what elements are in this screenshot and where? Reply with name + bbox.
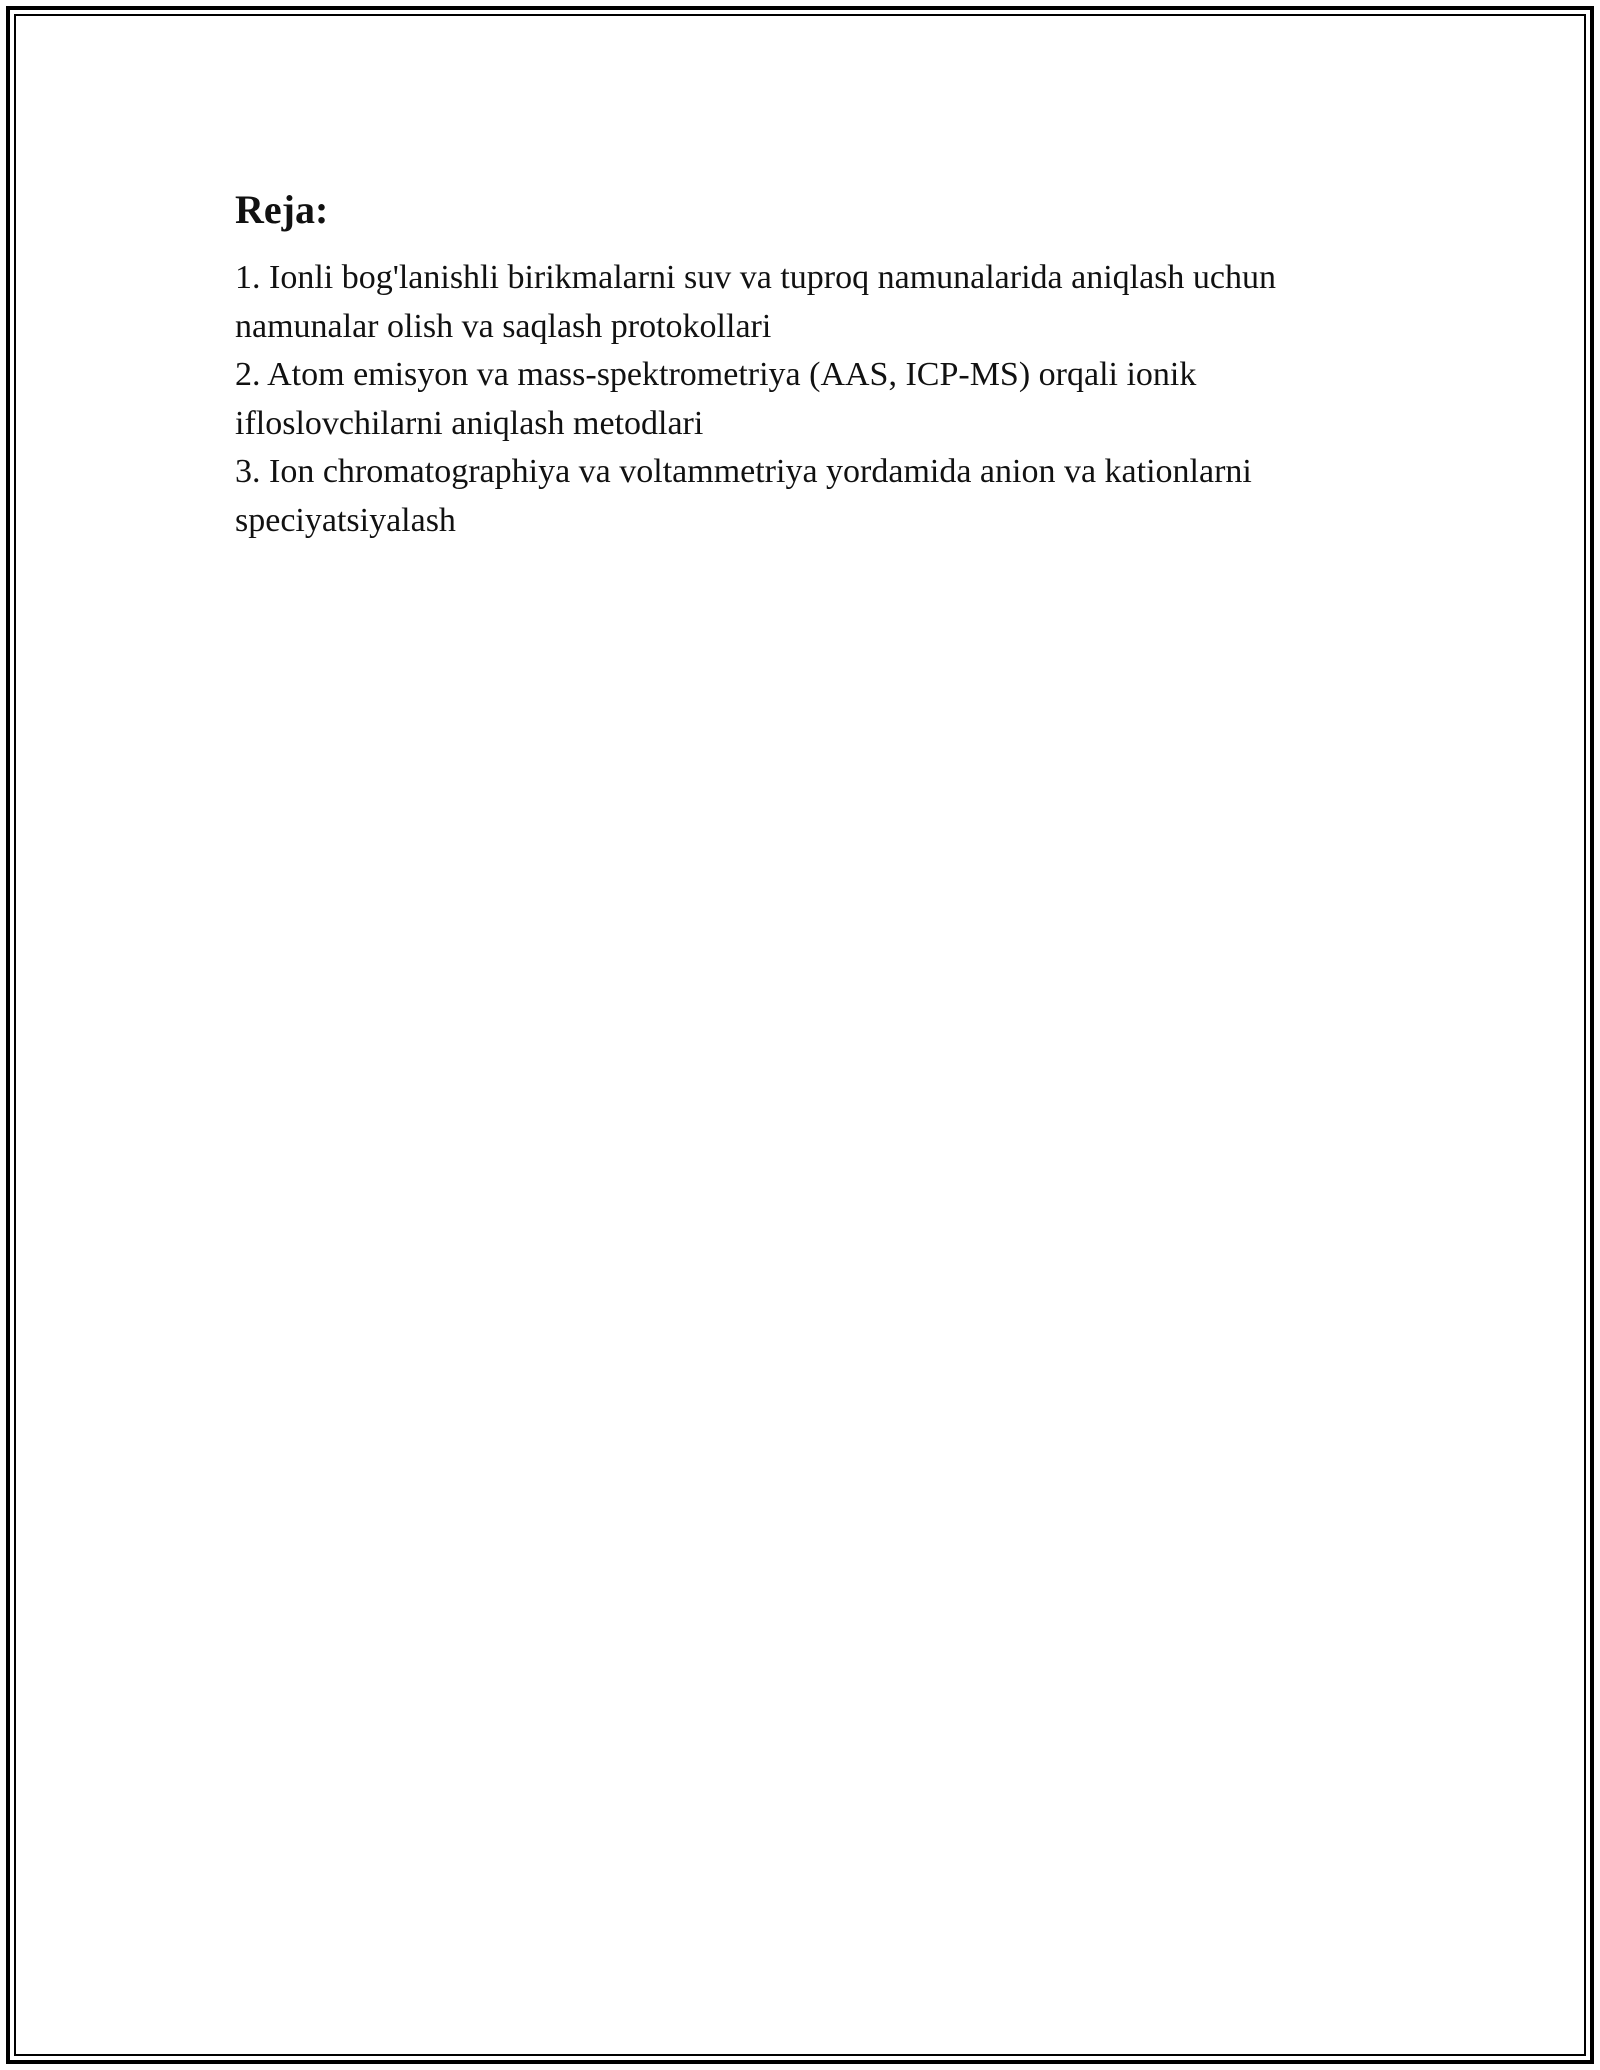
plan-item-1: 1. Ionli bog'lanishli birikmalarni suv va tuproq namunalarida aniqlash uchun namunalar olish va saqlash protokollari [235,259,1277,345]
page-content [235,186,1395,545]
plan-title: Reja: [235,187,329,232]
plan-item-2: 2. Atom emisyon va mass-spektrometriya (AAS, ICP-MS) orqali ionik ifloslovchilarni aniqlash metodlari [235,356,1197,442]
plan-list [235,254,1395,545]
plan-item-3: 3. Ion chromatographiya va voltammetriya yordamida anion va kationlarni speciyatsiyalash [235,453,1252,539]
